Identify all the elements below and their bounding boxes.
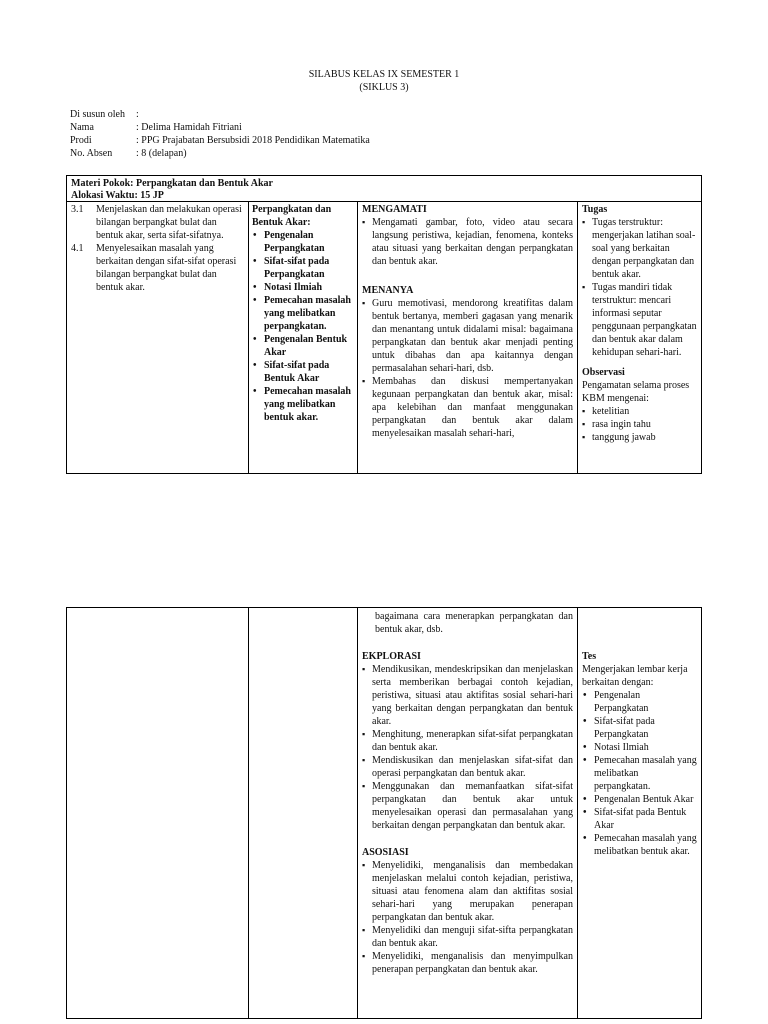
materi-list <box>252 229 354 424</box>
table-border <box>357 201 358 474</box>
list-item: • Sifat-sifat pada Perpangkatan <box>582 715 697 741</box>
menanya-list <box>362 297 573 440</box>
table-border <box>248 607 249 1019</box>
meta-label: No. Absen <box>70 148 113 159</box>
list-item: ▪ Menghitung, menerapkan sifat-sifat perpangkatan dan bentuk akar. <box>362 728 573 754</box>
tes-list <box>582 689 697 858</box>
meta-label: Nama <box>70 122 94 133</box>
table-border <box>66 175 67 474</box>
table-border <box>66 473 702 474</box>
kd-text: Menjelaskan dan melakukan operasi bilangan berpangkat bulat dan bentuk akar, serta sifat-sifatnya. <box>96 204 242 241</box>
list-item: • Pengenalan Bentuk Akar <box>582 793 697 806</box>
kd-number: 3.1 <box>71 204 84 215</box>
meta-prodi <box>70 134 370 147</box>
list-item: • Notasi Ilmiah <box>252 281 354 294</box>
list-item: ▪ rasa ingin tahu <box>582 418 697 431</box>
list-item: ▪ Menggunakan dan memanfaatkan sifat-sifat perpangkatan dan bentuk akar untuk menyelesaikan operasi dan permasalahan yang berkaitan dengan perpangkatan dan bentuk akar. <box>362 780 573 832</box>
asosiasi-list <box>362 859 573 976</box>
list-item: ▪ Tugas terstruktur: mengerjakan latihan soal-soal yang berkaitan dengan perpangkatan dan bentuk akar. <box>582 216 697 281</box>
list-item: ▪ Tugas mandiri tidak terstruktur: mencari informasi seputar penggunaan perpangkatan dan bentuk akar dalam kehidupan sehari-hari. <box>582 281 697 359</box>
continued-text: bagaimana cara menerapkan perpangkatan dan bentuk akar, dsb. <box>375 611 573 635</box>
table-border <box>66 1018 702 1019</box>
table-border <box>66 607 702 608</box>
page-title: SILABUS KELAS IX SEMESTER 1 <box>308 69 460 80</box>
meta-label: Prodi <box>70 135 92 146</box>
list-item: • Sifat-sifat pada Bentuk Akar <box>582 806 697 832</box>
list-item: • Pemecahan masalah yang melibatkan bentuk akar. <box>252 385 354 424</box>
list-item: ▪ Menyelidiki, menganalisis dan menyimpulkan penerapan perpangkatan dan bentuk akar. <box>362 950 573 976</box>
observasi-text: Pengamatan selama proses KBM mengenai: <box>582 380 690 404</box>
list-item: ▪ Mendikusikan, mendeskripsikan dan menjelaskan serta memberikan berbagai contoh kejadian, peristiwa, situasi atau aktifitas sosial sehari-hari yang berkaitan dengan perpangkatan dan bentuk akar. <box>362 663 573 728</box>
list-item: ▪ Mendiskusikan dan menjelaskan sifat-sifat dan operasi perpangkatan dan bentuk akar. <box>362 754 573 780</box>
list-item: • Pemecahan masalah yang melibatkan perpangkatan. <box>252 294 354 333</box>
eksplorasi-heading: EKPLORASI <box>362 651 421 662</box>
list-item: ▪ Menyelidiki, menganalisis dan membedakan menjelaskan melalui contoh kejadian, peristiwa, situasi atau fenomena alam dan aktifitas sosial sehari-hari yang merupakan penerapan perpangkatan dan bentuk akar. <box>362 859 573 924</box>
meta-value: : <box>136 109 139 120</box>
kd-text: Menyelesaikan masalah yang berkaitan dengan sifat-sifat operasi bilangan berpangkat bulat dan bentuk akar. <box>96 243 237 293</box>
eksplorasi-list <box>362 663 573 832</box>
observasi-heading: Observasi <box>582 367 625 378</box>
kd-item <box>71 203 244 242</box>
menanya-heading: MENANYA <box>362 285 414 296</box>
materi-pokok: Materi Pokok: Perpangkatan dan Bentuk Akar <box>71 178 273 189</box>
observasi-list <box>582 405 697 444</box>
list-item: • Pengenalan Bentuk Akar <box>252 333 354 359</box>
list-item: ▪ tanggung jawab <box>582 431 697 444</box>
tes-text: Mengerjakan lembar kerja berkaitan dengan: <box>582 664 688 688</box>
list-item: ▪ Membahas dan diskusi mempertanyakan kegunaan perpangkatan dan bentuk akar, misal: apa kelebihan dan manfaat menggunakan perpangkatan dan bentuk akar dalam menyelesaikan masalah sehari-hari, <box>362 375 573 440</box>
list-item: • Sifat-sifat pada Bentuk Akar <box>252 359 354 385</box>
meta-disusun <box>70 108 139 121</box>
meta-nama <box>70 121 242 134</box>
meta-label: Di susun oleh <box>70 109 125 120</box>
table-border <box>248 201 249 474</box>
penilaian-column <box>582 203 697 444</box>
materi-column <box>252 203 354 424</box>
table-border <box>701 175 702 474</box>
list-item: • Pengenalan Perpangkatan <box>252 229 354 255</box>
table-border <box>577 201 578 474</box>
kd-item <box>71 242 244 294</box>
alokasi-waktu: Alokasi Waktu: 15 JP <box>71 190 164 201</box>
list-item: • Pengenalan Perpangkatan <box>582 689 697 715</box>
meta-absen <box>70 147 187 160</box>
list-item: ▪ ketelitian <box>582 405 697 418</box>
table-border <box>66 175 702 176</box>
table-border <box>577 607 578 1019</box>
kegiatan-column-continued <box>362 610 573 976</box>
list-item: • Pemecahan masalah yang melibatkan perpangkatan. <box>582 754 697 793</box>
list-item: ▪ Menyelidiki dan menguji sifat-sifta perpangkatan dan bentuk akar. <box>362 924 573 950</box>
meta-value: : PPG Prajabatan Bersubsidi 2018 Pendidikan Matematika <box>136 135 370 146</box>
tes-column <box>582 650 697 858</box>
list-item: • Sifat-sifat pada Perpangkatan <box>252 255 354 281</box>
table-border <box>66 607 67 1019</box>
kegiatan-column <box>362 203 573 440</box>
page-subtitle: (SIKLUS 3) <box>359 82 409 93</box>
table-border <box>701 607 702 1019</box>
list-item: ▪ Mengamati gambar, foto, video atau secara langsung peristiwa, kejadian, fenomena, konteks atau situasi yang berkaitan dengan perpangkatan dan bentuk akar. <box>362 216 573 268</box>
mengamati-heading: MENGAMATI <box>362 204 427 215</box>
list-item: • Pemecahan masalah yang melibatkan bentuk akar. <box>582 832 697 858</box>
kd-column <box>71 203 244 294</box>
tes-heading: Tes <box>582 651 597 662</box>
tugas-heading: Tugas <box>582 204 608 215</box>
asosiasi-heading: ASOSIASI <box>362 847 409 858</box>
mengamati-list <box>362 216 573 268</box>
list-item: • Notasi Ilmiah <box>582 741 697 754</box>
meta-value: : Delima Hamidah Fitriani <box>136 122 242 133</box>
tugas-list <box>582 216 697 359</box>
kd-number: 4.1 <box>71 243 84 254</box>
materi-heading: Perpangkatan dan Bentuk Akar: <box>252 204 332 228</box>
table-border <box>357 607 358 1019</box>
meta-value: : 8 (delapan) <box>136 148 187 159</box>
list-item: ▪ Guru memotivasi, mendorong kreatifitas dalam bentuk bertanya, memberi gagasan yang menarik dan menantang untuk didalami misal: bagaimana perpangkatan dan bentuk akar menjadi penting untuk dibahas dan apa kaitannya dengan permasalahan sehari-hari, dsb. <box>362 297 573 375</box>
